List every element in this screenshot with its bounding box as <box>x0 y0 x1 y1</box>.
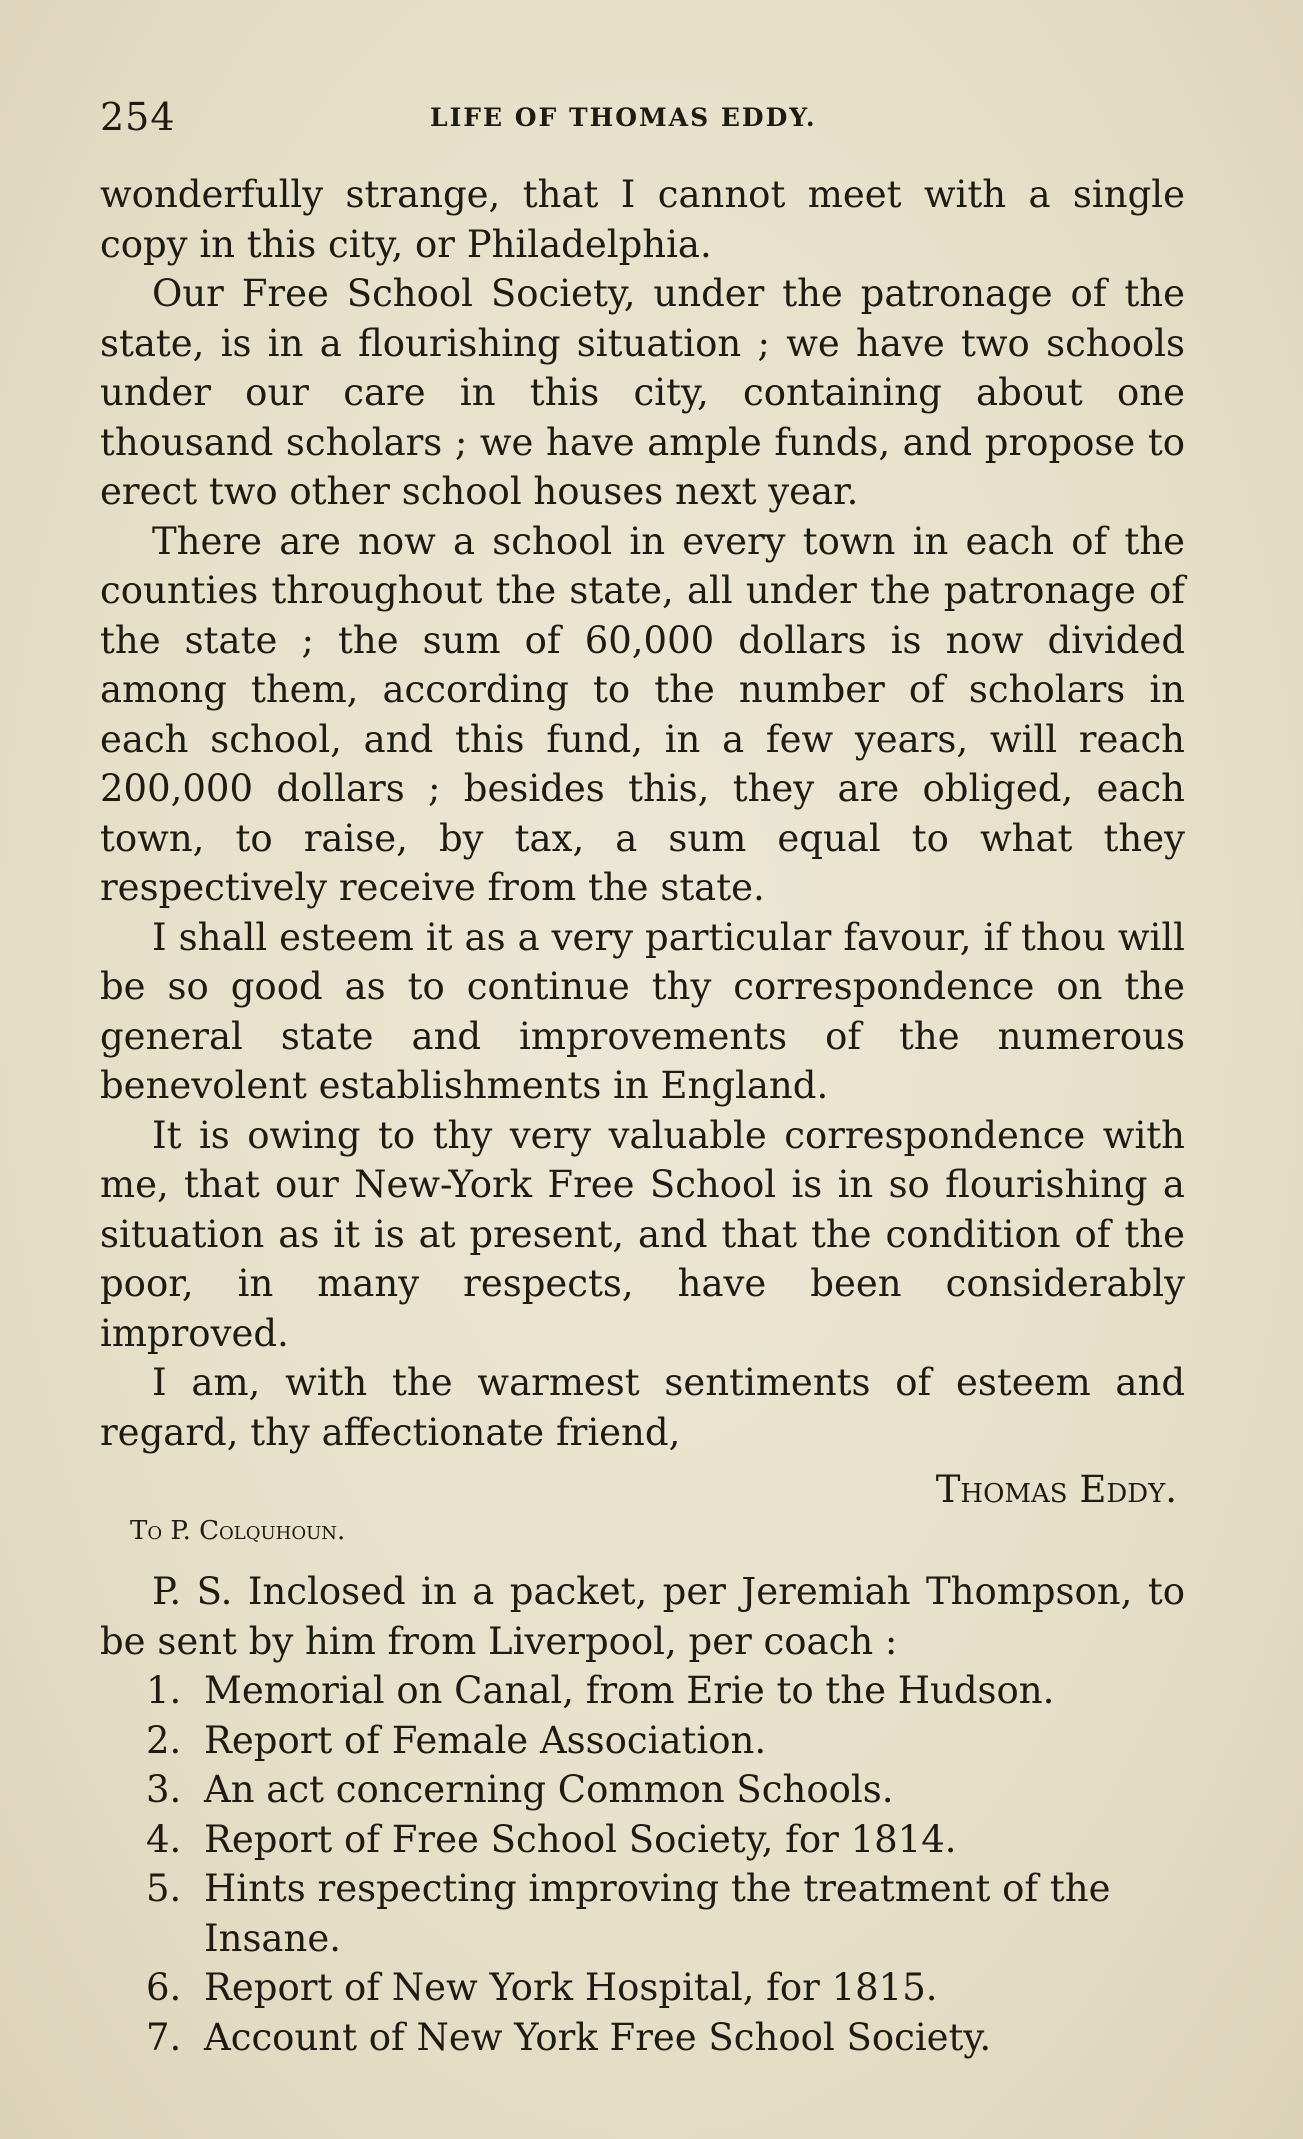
list-item-text: Report of New York Hospital, for 1815. <box>204 1966 938 2009</box>
list-item-number: 2. <box>146 1718 182 1762</box>
list-item <box>100 2013 1185 2063</box>
list-item <box>100 1963 1185 2013</box>
list-item-number: 7. <box>146 2015 182 2059</box>
paragraph-free-school-society: Our Free School Society, under the patronage of the state, is in a flourishing situation ; we have two schools under our care in this city, containing about one thousand scholars ; we have ample funds, and propose to erect two other school houses next year. <box>100 272 1185 513</box>
paragraph-continuation: wonderfully strange, that I cannot meet with a single copy in this city, or Philadelphia. <box>100 173 1185 266</box>
signature: Thomas Eddy. <box>935 1468 1177 1511</box>
paragraph-correspondence-request: I shall esteem it as a very particular favour, if thou will be so good as to continue thy correspondence on the general state and improvements of the numerous benevolent establishments in England. <box>100 915 1185 1107</box>
list-item-text: Report of Female Association. <box>204 1718 767 1762</box>
list-item <box>100 1716 1185 1766</box>
paragraph-state-schools: There are now a school in every town in each of the counties throughout the state, all under the patronage of the state ; the sum of 60,000 dollars is now divided among them, according to the number of scholars in each school, and this fund, in a few years, will reach 200,000 dollars ; besides this, they are obliged, each town, to raise, by tax, a sum equal to what they respectively receive from the state. <box>100 519 1185 909</box>
page-body <box>100 170 1185 2062</box>
page-number: 254 <box>100 95 176 139</box>
recipient: To P. Colquhoun. <box>130 1516 346 1546</box>
list-item-text: Memorial on Canal, from Erie to the Hudson. <box>204 1669 1055 1712</box>
list-item <box>100 1765 1185 1815</box>
list-item-text: Report of Free School Society, for 1814. <box>204 1817 957 1861</box>
list-item-number: 1. <box>146 1669 182 1712</box>
postscript: P. S. Inclosed in a packet, per Jeremiah Thompson, to be sent by him from Liverpool, per coach : <box>100 1570 1185 1663</box>
list-item <box>100 1815 1185 1865</box>
list-item-number: 4. <box>146 1817 182 1861</box>
list-item-text: Hints respecting improving the treatment of the Insane. <box>204 1867 1111 1960</box>
list-item-number: 6. <box>146 1966 182 2009</box>
list-item-text: Account of New York Free School Society. <box>204 2015 992 2059</box>
enclosure-list <box>100 1666 1185 2062</box>
list-item <box>100 1864 1185 1963</box>
page-header <box>100 95 1190 139</box>
running-head: LIFE OF THOMAS EDDY. <box>430 103 817 132</box>
list-item-number: 3. <box>146 1768 182 1811</box>
list-item <box>100 1666 1185 1716</box>
paragraph-closing: I am, with the warmest sentiments of esteem and regard, thy affectionate friend, <box>100 1361 1185 1454</box>
paragraph-acknowledgement: It is owing to thy very valuable correspondence with me, that our New-York Free School is in so flourishing a situation as it is at present, and that the condition of the poor, in many respects, have been considerably improved. <box>100 1113 1185 1355</box>
list-item-number: 5. <box>146 1867 182 1910</box>
list-item-text: An act concerning Common Schools. <box>204 1768 894 1811</box>
